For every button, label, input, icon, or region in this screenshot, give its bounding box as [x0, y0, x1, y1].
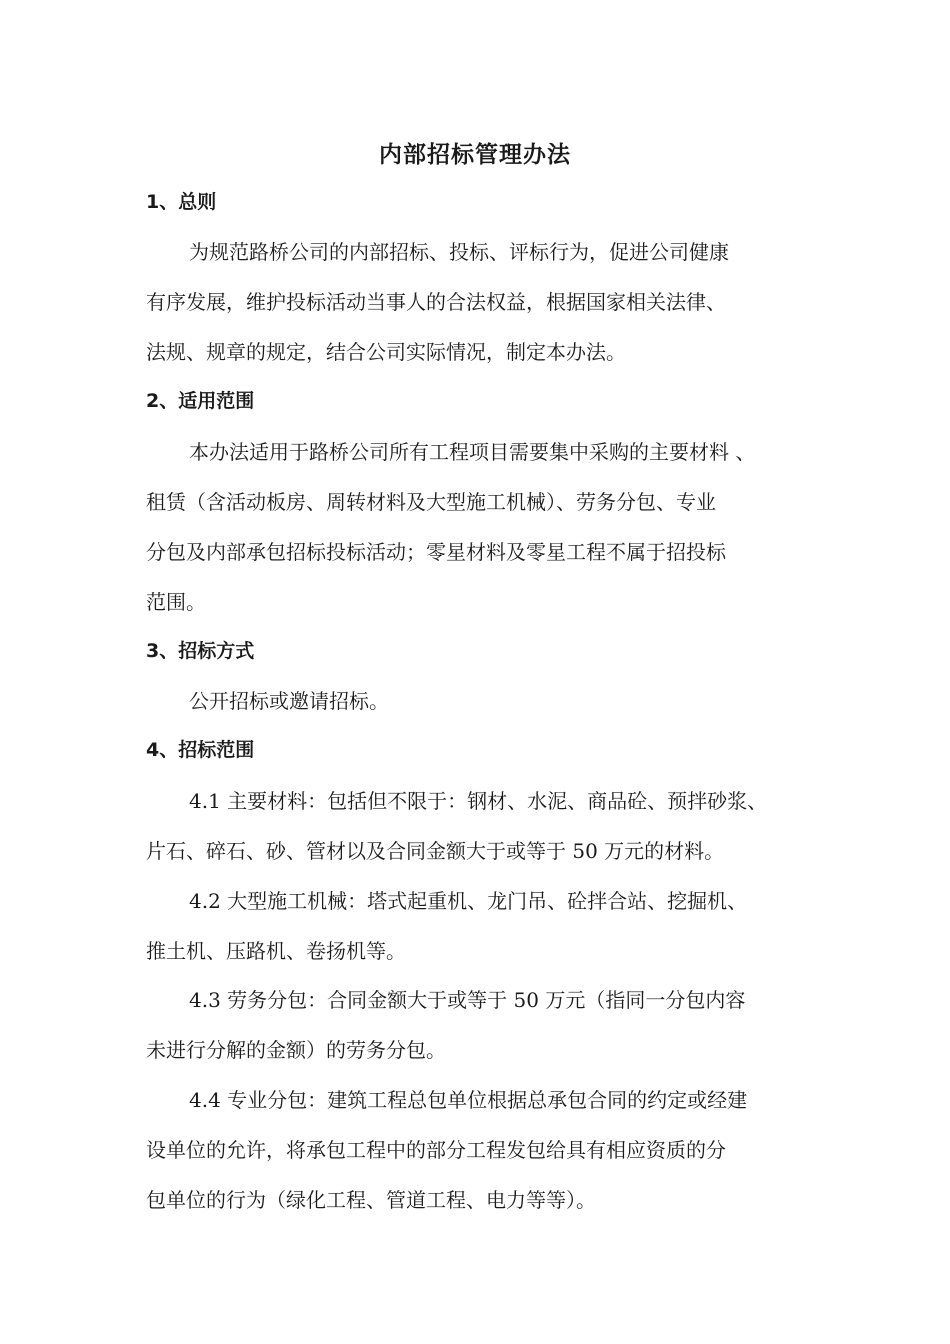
section-heading-range: 4、招标范围 — [146, 739, 255, 761]
paragraph-line: 4.2 大型施工机械：塔式起重机、龙门吊、砼拌合站、挖掘机、 — [189, 889, 748, 913]
paragraph-line: 分包及内部承包招标投标活动；零星材料及零星工程不属于招投标 — [146, 540, 726, 564]
paragraph-line: 租赁（含活动板房、周转材料及大型施工机械）、劳务分包、专业 — [146, 490, 716, 514]
document-title: 内部招标管理办法 — [379, 142, 571, 168]
paragraph-line: 片石、碎石、砂、管材以及合同金额大于或等于 50 万元的材料。 — [146, 839, 725, 863]
paragraph-line: 未进行分解的金额）的劳务分包。 — [146, 1038, 446, 1062]
paragraph-line: 范围。 — [146, 590, 206, 614]
paragraph-line: 本办法适用于路桥公司所有工程项目需要集中采购的主要材料 、 — [189, 440, 756, 464]
paragraph-line: 法规、规章的规定，结合公司实际情况，制定本办法。 — [146, 340, 626, 364]
paragraph-line: 4.3 劳务分包：合同金额大于或等于 50 万元（指同一分包内容 — [189, 988, 746, 1012]
paragraph-line: 4.4 专业分包：建筑工程总包单位根据总承包合同的约定或经建 — [189, 1088, 748, 1112]
paragraph-line: 公开招标或邀请招标。 — [189, 689, 389, 713]
paragraph-line: 有序发展，维护投标活动当事人的合法权益，根据国家相关法律、 — [146, 290, 726, 314]
section-heading-scope: 2、适用范围 — [146, 390, 255, 412]
section-heading-general: 1、总则 — [146, 191, 217, 213]
paragraph-line: 推土机、压路机、卷扬机等。 — [146, 939, 406, 963]
paragraph-line: 包单位的行为（绿化工程、管道工程、电力等等）。 — [146, 1188, 596, 1212]
section-heading-method: 3、招标方式 — [146, 640, 255, 662]
paragraph-line: 设单位的允许，将承包工程中的部分工程发包给具有相应资质的分 — [146, 1138, 726, 1162]
paragraph-line: 为规范路桥公司的内部招标、投标、评标行为，促进公司健康 — [189, 240, 729, 264]
paragraph-line: 4.1 主要材料：包括但不限于：钢材、水泥、商品砼、预拌砂浆、 — [189, 789, 768, 813]
